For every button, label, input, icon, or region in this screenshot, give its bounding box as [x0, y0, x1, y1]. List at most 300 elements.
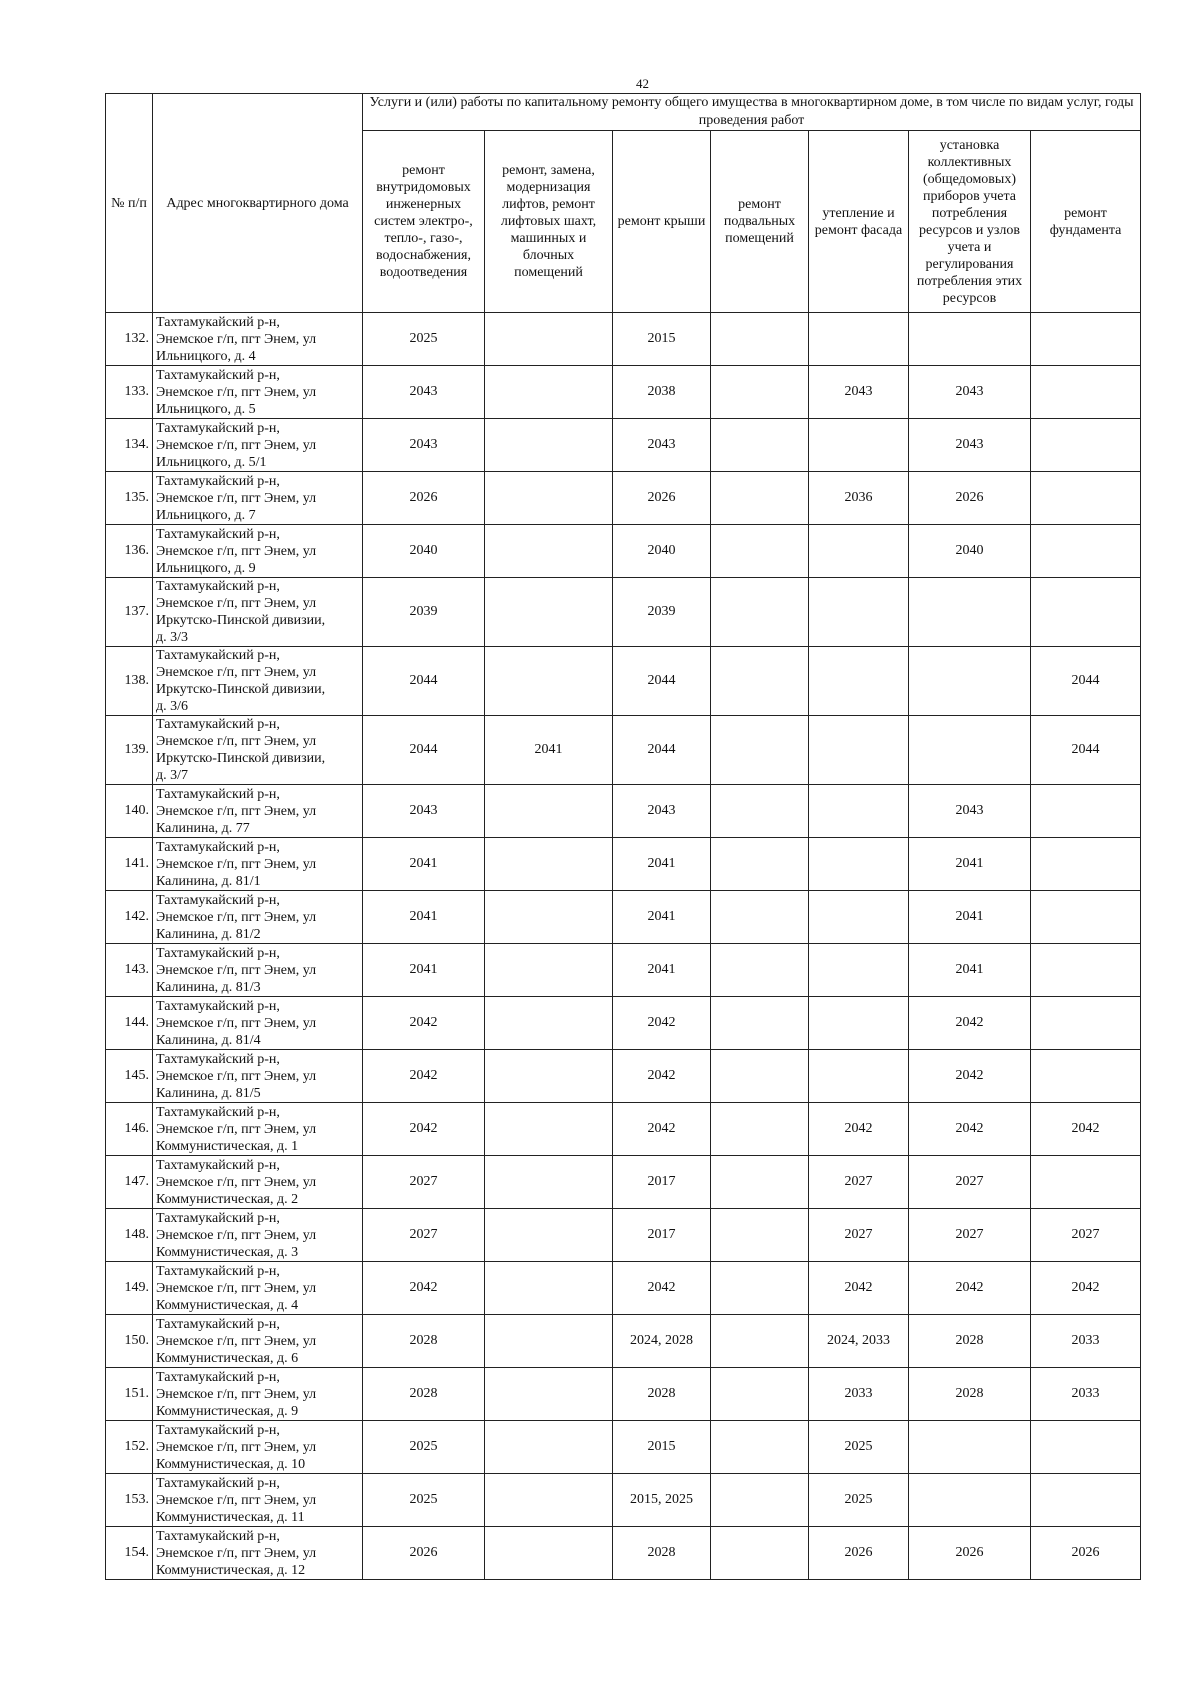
roof-year-cell: 2024, 2028: [613, 1315, 711, 1368]
row-number: 146.: [106, 1103, 153, 1156]
elevators-year-cell: [485, 944, 613, 997]
row-number: 137.: [106, 578, 153, 647]
foundation-year-cell: [1031, 997, 1141, 1050]
foundation-year-cell: 2033: [1031, 1368, 1141, 1421]
engineering-year-cell: 2025: [363, 1421, 485, 1474]
roof-year-cell: 2041: [613, 944, 711, 997]
table-row: [106, 647, 1141, 716]
elevators-year-cell: [485, 472, 613, 525]
address-line: Тахтамукайский р-н,: [156, 839, 280, 855]
address-line: Энемское г/п, пгт Энем, ул: [156, 1280, 317, 1296]
foundation-year-cell: 2033: [1031, 1315, 1141, 1368]
meters-year-cell: 2041: [909, 891, 1031, 944]
roof-year-cell: 2041: [613, 891, 711, 944]
basement-year-cell: [711, 891, 809, 944]
basement-year-cell: [711, 716, 809, 785]
address-line: Тахтамукайский р-н,: [156, 526, 280, 542]
address-cell: [153, 419, 363, 472]
basement-year-cell: [711, 838, 809, 891]
basement-year-cell: [711, 472, 809, 525]
address-line: Тахтамукайский р-н,: [156, 1528, 280, 1544]
address-cell: [153, 1368, 363, 1421]
elevators-year-cell: [485, 1474, 613, 1527]
engineering-year-cell: 2039: [363, 578, 485, 647]
address-line: Энемское г/п, пгт Энем, ул: [156, 1386, 317, 1402]
facade-year-cell: 2025: [809, 1474, 909, 1527]
foundation-year-cell: [1031, 419, 1141, 472]
elevators-year-cell: [485, 1209, 613, 1262]
facade-year-cell: 2042: [809, 1103, 909, 1156]
header-elevators: ремонт, замена, модернизация лифтов, ремонт лифтовых шахт, машинных и блочных помещений: [485, 131, 613, 313]
basement-year-cell: [711, 1209, 809, 1262]
address-line: Калинина, д. 81/4: [156, 1032, 261, 1048]
roof-year-cell: 2040: [613, 525, 711, 578]
foundation-year-cell: [1031, 838, 1141, 891]
facade-year-cell: 2036: [809, 472, 909, 525]
address-line: Тахтамукайский р-н,: [156, 717, 280, 732]
table-row: [106, 1368, 1141, 1421]
row-number: 148.: [106, 1209, 153, 1262]
meters-year-cell: 2041: [909, 944, 1031, 997]
address-line: Энемское г/п, пгт Энем, ул: [156, 1015, 317, 1031]
facade-year-cell: 2043: [809, 366, 909, 419]
address-line: Коммунистическая, д. 4: [156, 1297, 299, 1313]
facade-year-cell: [809, 838, 909, 891]
address-line: Тахтамукайский р-н,: [156, 420, 280, 436]
meters-year-cell: 2041: [909, 838, 1031, 891]
elevators-year-cell: [485, 838, 613, 891]
basement-year-cell: [711, 944, 809, 997]
address-cell: [153, 1474, 363, 1527]
address-line: Энемское г/п, пгт Энем, ул: [156, 1121, 317, 1137]
facade-year-cell: [809, 647, 909, 716]
header-address: Адрес многоквартирного дома: [153, 94, 363, 313]
header-engineering-systems: ремонт внутридомовых инженерных систем электро-, тепло-, газо-, водоснабжения, водоотведения: [363, 131, 485, 313]
address-line: Энемское г/п, пгт Энем, ул: [156, 596, 317, 611]
facade-year-cell: [809, 419, 909, 472]
table-row: [106, 1421, 1141, 1474]
engineering-year-cell: 2025: [363, 1474, 485, 1527]
address-cell: [153, 891, 363, 944]
elevators-year-cell: [485, 1103, 613, 1156]
basement-year-cell: [711, 1103, 809, 1156]
elevators-year-cell: [485, 1262, 613, 1315]
row-number: 150.: [106, 1315, 153, 1368]
header-meters: установка коллективных (общедомовых) приборов учета потребления ресурсов и узлов учета и регулирования потребления этих ресурсов: [909, 131, 1031, 313]
row-number: 135.: [106, 472, 153, 525]
address-line: Коммунистическая, д. 12: [156, 1562, 306, 1578]
header-foundation: ремонт фундамента: [1031, 131, 1141, 313]
roof-year-cell: 2017: [613, 1209, 711, 1262]
address-line: Тахтамукайский р-н,: [156, 1104, 280, 1120]
meters-year-cell: 2027: [909, 1156, 1031, 1209]
meters-year-cell: [909, 1421, 1031, 1474]
elevators-year-cell: [485, 366, 613, 419]
foundation-year-cell: [1031, 1421, 1141, 1474]
meters-year-cell: 2043: [909, 785, 1031, 838]
meters-year-cell: 2042: [909, 997, 1031, 1050]
basement-year-cell: [711, 647, 809, 716]
engineering-year-cell: 2043: [363, 419, 485, 472]
facade-year-cell: 2027: [809, 1209, 909, 1262]
facade-year-cell: 2024, 2033: [809, 1315, 909, 1368]
roof-year-cell: 2017: [613, 1156, 711, 1209]
meters-year-cell: [909, 1474, 1031, 1527]
foundation-year-cell: 2042: [1031, 1103, 1141, 1156]
elevators-year-cell: [485, 647, 613, 716]
engineering-year-cell: 2042: [363, 1262, 485, 1315]
address-line: Тахтамукайский р-н,: [156, 1422, 280, 1438]
meters-year-cell: 2042: [909, 1103, 1031, 1156]
elevators-year-cell: [485, 785, 613, 838]
address-cell: [153, 1262, 363, 1315]
row-number: 140.: [106, 785, 153, 838]
address-cell: [153, 1050, 363, 1103]
address-line: Энемское г/п, пгт Энем, ул: [156, 1439, 317, 1455]
table-row: [106, 944, 1141, 997]
table-row: [106, 997, 1141, 1050]
basement-year-cell: [711, 1050, 809, 1103]
basement-year-cell: [711, 1156, 809, 1209]
row-number: 144.: [106, 997, 153, 1050]
row-number: 149.: [106, 1262, 153, 1315]
facade-year-cell: 2042: [809, 1262, 909, 1315]
address-cell: [153, 838, 363, 891]
row-number: 153.: [106, 1474, 153, 1527]
row-number: 145.: [106, 1050, 153, 1103]
address-line: д. 3/3: [156, 630, 189, 645]
facade-year-cell: [809, 944, 909, 997]
engineering-year-cell: 2028: [363, 1368, 485, 1421]
address-line: Энемское г/п, пгт Энем, ул: [156, 437, 317, 453]
address-line: Тахтамукайский р-н,: [156, 579, 280, 594]
engineering-year-cell: 2042: [363, 1103, 485, 1156]
address-line: Ильницкого, д. 5: [156, 401, 256, 417]
engineering-year-cell: 2027: [363, 1209, 485, 1262]
address-line: Энемское г/п, пгт Энем, ул: [156, 1333, 317, 1349]
address-line: Энемское г/п, пгт Энем, ул: [156, 1227, 317, 1243]
elevators-year-cell: [485, 578, 613, 647]
roof-year-cell: 2042: [613, 997, 711, 1050]
roof-year-cell: 2043: [613, 419, 711, 472]
roof-year-cell: 2028: [613, 1368, 711, 1421]
engineering-year-cell: 2026: [363, 1527, 485, 1580]
address-line: Тахтамукайский р-н,: [156, 892, 280, 908]
header-services-group: Услуги и (или) работы по капитальному ремонту общего имущества в многоквартирном доме, в том числе по видам услуг, годы проведения работ: [363, 94, 1141, 131]
address-line: Калинина, д. 81/3: [156, 979, 261, 995]
address-line: Энемское г/п, пгт Энем, ул: [156, 803, 317, 819]
table-row: [106, 1474, 1141, 1527]
address-line: Тахтамукайский р-н,: [156, 1051, 280, 1067]
foundation-year-cell: [1031, 472, 1141, 525]
address-line: Коммунистическая, д. 1: [156, 1138, 299, 1154]
table-row: [106, 1103, 1141, 1156]
address-cell: [153, 525, 363, 578]
meters-year-cell: 2043: [909, 366, 1031, 419]
elevators-year-cell: [485, 1368, 613, 1421]
meters-year-cell: 2043: [909, 419, 1031, 472]
table-row: [106, 838, 1141, 891]
roof-year-cell: 2015: [613, 1421, 711, 1474]
address-line: Тахтамукайский р-н,: [156, 1210, 280, 1226]
address-line: Калинина, д. 81/2: [156, 926, 261, 942]
basement-year-cell: [711, 785, 809, 838]
facade-year-cell: [809, 891, 909, 944]
row-number: 152.: [106, 1421, 153, 1474]
basement-year-cell: [711, 1368, 809, 1421]
facade-year-cell: [809, 997, 909, 1050]
header-basement: ремонт подвальных помещений: [711, 131, 809, 313]
foundation-year-cell: 2044: [1031, 716, 1141, 785]
engineering-year-cell: 2041: [363, 838, 485, 891]
foundation-year-cell: [1031, 944, 1141, 997]
table-row: [106, 1527, 1141, 1580]
address-line: Энемское г/п, пгт Энем, ул: [156, 1492, 317, 1508]
table-body: [106, 313, 1141, 1580]
capital-repair-table: [105, 93, 1141, 1580]
address-line: Тахтамукайский р-н,: [156, 1475, 280, 1491]
engineering-year-cell: 2042: [363, 1050, 485, 1103]
elevators-year-cell: 2041: [485, 716, 613, 785]
table-row: [106, 525, 1141, 578]
address-line: Энемское г/п, пгт Энем, ул: [156, 909, 317, 925]
table-row: [106, 578, 1141, 647]
meters-year-cell: [909, 716, 1031, 785]
address-line: Тахтамукайский р-н,: [156, 1369, 280, 1385]
address-cell: [153, 647, 363, 716]
address-line: Калинина, д. 81/1: [156, 873, 261, 889]
elevators-year-cell: [485, 997, 613, 1050]
address-line: Калинина, д. 77: [156, 820, 250, 836]
address-line: Тахтамукайский р-н,: [156, 786, 280, 802]
elevators-year-cell: [485, 1050, 613, 1103]
address-cell: [153, 944, 363, 997]
address-line: Ильницкого, д. 5/1: [156, 454, 267, 470]
address-cell: [153, 1315, 363, 1368]
facade-year-cell: 2027: [809, 1156, 909, 1209]
address-line: Коммунистическая, д. 9: [156, 1403, 299, 1419]
meters-year-cell: 2042: [909, 1262, 1031, 1315]
meters-year-cell: 2026: [909, 472, 1031, 525]
address-line: Коммунистическая, д. 6: [156, 1350, 299, 1366]
foundation-year-cell: [1031, 1474, 1141, 1527]
address-line: Энемское г/п, пгт Энем, ул: [156, 734, 317, 749]
row-number: 141.: [106, 838, 153, 891]
elevators-year-cell: [485, 1315, 613, 1368]
address-line: Коммунистическая, д. 3: [156, 1244, 299, 1260]
row-number: 139.: [106, 716, 153, 785]
foundation-year-cell: [1031, 525, 1141, 578]
facade-year-cell: [809, 313, 909, 366]
roof-year-cell: 2015: [613, 313, 711, 366]
row-number: 133.: [106, 366, 153, 419]
engineering-year-cell: 2043: [363, 785, 485, 838]
roof-year-cell: 2038: [613, 366, 711, 419]
address-line: Тахтамукайский р-н,: [156, 1157, 280, 1173]
page-number: 42: [636, 76, 649, 91]
address-cell: [153, 313, 363, 366]
row-number: 138.: [106, 647, 153, 716]
address-cell: [153, 472, 363, 525]
meters-year-cell: [909, 578, 1031, 647]
address-cell: [153, 1209, 363, 1262]
roof-year-cell: 2042: [613, 1103, 711, 1156]
elevators-year-cell: [485, 1156, 613, 1209]
foundation-year-cell: 2027: [1031, 1209, 1141, 1262]
address-cell: [153, 785, 363, 838]
facade-year-cell: [809, 716, 909, 785]
row-number: 132.: [106, 313, 153, 366]
basement-year-cell: [711, 313, 809, 366]
foundation-year-cell: [1031, 313, 1141, 366]
table-row: [106, 1050, 1141, 1103]
roof-year-cell: 2042: [613, 1050, 711, 1103]
address-line: Коммунистическая, д. 10: [156, 1456, 306, 1472]
facade-year-cell: 2025: [809, 1421, 909, 1474]
engineering-year-cell: 2027: [363, 1156, 485, 1209]
basement-year-cell: [711, 1421, 809, 1474]
basement-year-cell: [711, 366, 809, 419]
address-line: Энемское г/п, пгт Энем, ул: [156, 665, 317, 680]
address-cell: [153, 366, 363, 419]
facade-year-cell: [809, 525, 909, 578]
address-cell: [153, 1103, 363, 1156]
foundation-year-cell: [1031, 578, 1141, 647]
meters-year-cell: [909, 647, 1031, 716]
elevators-year-cell: [485, 891, 613, 944]
table-row: [106, 891, 1141, 944]
address-line: Иркутско-Пинской дивизии,: [156, 751, 326, 766]
row-number: 147.: [106, 1156, 153, 1209]
meters-year-cell: 2027: [909, 1209, 1031, 1262]
address-line: Энемское г/п, пгт Энем, ул: [156, 962, 317, 978]
row-number: 143.: [106, 944, 153, 997]
header-num: № п/п: [106, 94, 153, 313]
table-row: [106, 1262, 1141, 1315]
table-row: [106, 1315, 1141, 1368]
engineering-year-cell: 2025: [363, 313, 485, 366]
address-line: Тахтамукайский р-н,: [156, 998, 280, 1014]
address-line: Энемское г/п, пгт Энем, ул: [156, 856, 317, 872]
address-line: Энемское г/п, пгт Энем, ул: [156, 1174, 317, 1190]
table-row: [106, 716, 1141, 785]
engineering-year-cell: 2041: [363, 944, 485, 997]
meters-year-cell: 2040: [909, 525, 1031, 578]
engineering-year-cell: 2042: [363, 997, 485, 1050]
meters-year-cell: 2028: [909, 1315, 1031, 1368]
elevators-year-cell: [485, 525, 613, 578]
address-line: Тахтамукайский р-н,: [156, 1316, 280, 1332]
basement-year-cell: [711, 997, 809, 1050]
address-line: д. 3/6: [156, 699, 189, 714]
address-line: Тахтамукайский р-н,: [156, 1263, 280, 1279]
roof-year-cell: 2043: [613, 785, 711, 838]
basement-year-cell: [711, 1262, 809, 1315]
roof-year-cell: 2039: [613, 578, 711, 647]
facade-year-cell: 2026: [809, 1527, 909, 1580]
address-line: Ильницкого, д. 9: [156, 560, 256, 576]
engineering-year-cell: 2044: [363, 647, 485, 716]
address-cell: [153, 997, 363, 1050]
foundation-year-cell: [1031, 1156, 1141, 1209]
table-row: [106, 1156, 1141, 1209]
address-line: Тахтамукайский р-н,: [156, 473, 280, 489]
foundation-year-cell: 2044: [1031, 647, 1141, 716]
row-number: 134.: [106, 419, 153, 472]
address-line: Калинина, д. 81/5: [156, 1085, 261, 1101]
engineering-year-cell: 2041: [363, 891, 485, 944]
foundation-year-cell: [1031, 785, 1141, 838]
foundation-year-cell: 2026: [1031, 1527, 1141, 1580]
engineering-year-cell: 2043: [363, 366, 485, 419]
table-row: [106, 785, 1141, 838]
address-line: Тахтамукайский р-н,: [156, 945, 280, 961]
row-number: 136.: [106, 525, 153, 578]
meters-year-cell: 2028: [909, 1368, 1031, 1421]
table-row: [106, 472, 1141, 525]
address-line: д. 3/7: [156, 768, 189, 783]
address-line: Энемское г/п, пгт Энем, ул: [156, 1545, 317, 1561]
header-facade: утепление и ремонт фасада: [809, 131, 909, 313]
elevators-year-cell: [485, 1421, 613, 1474]
address-line: Ильницкого, д. 4: [156, 348, 256, 364]
roof-year-cell: 2042: [613, 1262, 711, 1315]
table-row: [106, 366, 1141, 419]
facade-year-cell: [809, 785, 909, 838]
address-line: Энемское г/п, пгт Энем, ул: [156, 384, 317, 400]
address-line: Тахтамукайский р-н,: [156, 367, 280, 383]
foundation-year-cell: [1031, 1050, 1141, 1103]
table-row: [106, 313, 1141, 366]
elevators-year-cell: [485, 313, 613, 366]
address-cell: [153, 716, 363, 785]
address-line: Ильницкого, д. 7: [156, 507, 256, 523]
address-cell: [153, 1421, 363, 1474]
address-line: Иркутско-Пинской дивизии,: [156, 682, 326, 697]
row-number: 142.: [106, 891, 153, 944]
basement-year-cell: [711, 419, 809, 472]
engineering-year-cell: 2044: [363, 716, 485, 785]
roof-year-cell: 2015, 2025: [613, 1474, 711, 1527]
meters-year-cell: [909, 313, 1031, 366]
facade-year-cell: [809, 578, 909, 647]
header-roof: ремонт крыши: [613, 131, 711, 313]
roof-year-cell: 2041: [613, 838, 711, 891]
basement-year-cell: [711, 1474, 809, 1527]
roof-year-cell: 2044: [613, 647, 711, 716]
roof-year-cell: 2044: [613, 716, 711, 785]
address-line: Энемское г/п, пгт Энем, ул: [156, 490, 317, 506]
roof-year-cell: 2028: [613, 1527, 711, 1580]
basement-year-cell: [711, 578, 809, 647]
address-line: Коммунистическая, д. 11: [156, 1509, 305, 1525]
address-line: Коммунистическая, д. 2: [156, 1191, 299, 1207]
basement-year-cell: [711, 1527, 809, 1580]
basement-year-cell: [711, 525, 809, 578]
roof-year-cell: 2026: [613, 472, 711, 525]
foundation-year-cell: [1031, 366, 1141, 419]
foundation-year-cell: 2042: [1031, 1262, 1141, 1315]
address-line: Тахтамукайский р-н,: [156, 648, 280, 663]
engineering-year-cell: 2040: [363, 525, 485, 578]
address-line: Иркутско-Пинской дивизии,: [156, 613, 326, 628]
engineering-year-cell: 2026: [363, 472, 485, 525]
foundation-year-cell: [1031, 891, 1141, 944]
meters-year-cell: 2026: [909, 1527, 1031, 1580]
engineering-year-cell: 2028: [363, 1315, 485, 1368]
elevators-year-cell: [485, 419, 613, 472]
address-line: Энемское г/п, пгт Энем, ул: [156, 543, 317, 559]
